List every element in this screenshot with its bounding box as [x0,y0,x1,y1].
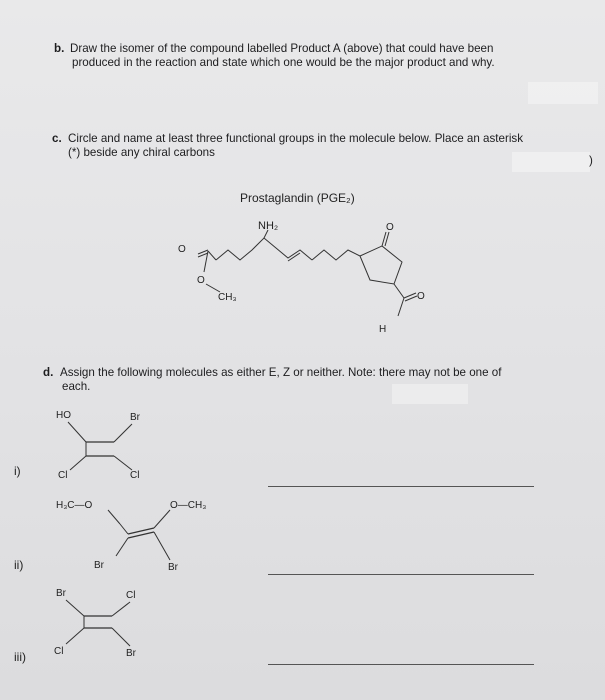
question-d-text-line2: each. [62,380,91,393]
substituent-bottom-right: Br [168,562,178,573]
molecule-numeral: ii) [14,558,24,572]
question-c-text-line1: Circle and name at least three functional groups in the molecule below. Place an asterisk [68,132,523,145]
substituent-bottom-right: Br [126,648,136,659]
molecule-iii-structure [50,582,160,662]
question-b-text-line1: Draw the isomer of the compound labelled Product A (above) that could have been [70,42,494,55]
question-d [43,366,583,380]
question-b [54,42,574,56]
substituent-top-right: O—CH₃ [170,500,207,511]
substituent-top-left: HO [56,410,71,421]
molecule-numeral: iii) [14,650,26,664]
question-c-text-line2: (*) beside any chiral carbons [68,146,215,159]
substituent-top-right: Cl [126,590,136,601]
prostaglandin-title: Prostaglandin (PGE₂) [240,191,355,205]
question-c-letter: c. [52,132,62,145]
substituent-top-right: Br [130,412,140,423]
molecule-ii-structure [50,494,250,578]
question-c-line2 [68,146,468,160]
ester-carbonyl-o: O [178,244,186,255]
question-d-text-line1: Assign the following molecules as either E, Z or neither. Note: there may not be one of [60,366,502,379]
substituent-top-left: H₃C—O [56,500,93,511]
paper-highlight [512,152,590,172]
ester-o: O [197,275,205,286]
substituent-top-left: Br [56,588,66,599]
aldehyde-o: O [417,291,425,302]
question-d-letter: d. [43,366,54,379]
substituent-bottom-left: Cl [58,470,68,481]
aldehyde-h: H [379,324,387,335]
answer-line-i[interactable] [268,486,534,487]
substituent-bottom-right: Cl [130,470,140,481]
answer-line-iii[interactable] [268,664,534,665]
substituent-bottom-left: Cl [54,646,64,657]
substituent-bottom-left: Br [94,560,104,571]
methyl-label: CH₃ [218,292,237,303]
answer-line-ii[interactable] [268,574,534,575]
margin-mark: ) [589,154,593,167]
ketone-o: O [386,222,394,233]
question-b-text-line2: produced in the reaction and state which one would be the major product and why. [72,56,495,69]
nh2-label: NH₂ [258,220,279,232]
question-b-line2 [72,56,572,70]
question-c [52,132,592,146]
paper-highlight [392,384,468,404]
paper-highlight [528,82,598,104]
molecule-numeral: i) [14,464,21,478]
molecule-i-structure [50,404,160,484]
prostaglandin-structure [150,180,450,340]
question-d-line2 [62,380,262,394]
question-b-letter: b. [54,42,65,55]
